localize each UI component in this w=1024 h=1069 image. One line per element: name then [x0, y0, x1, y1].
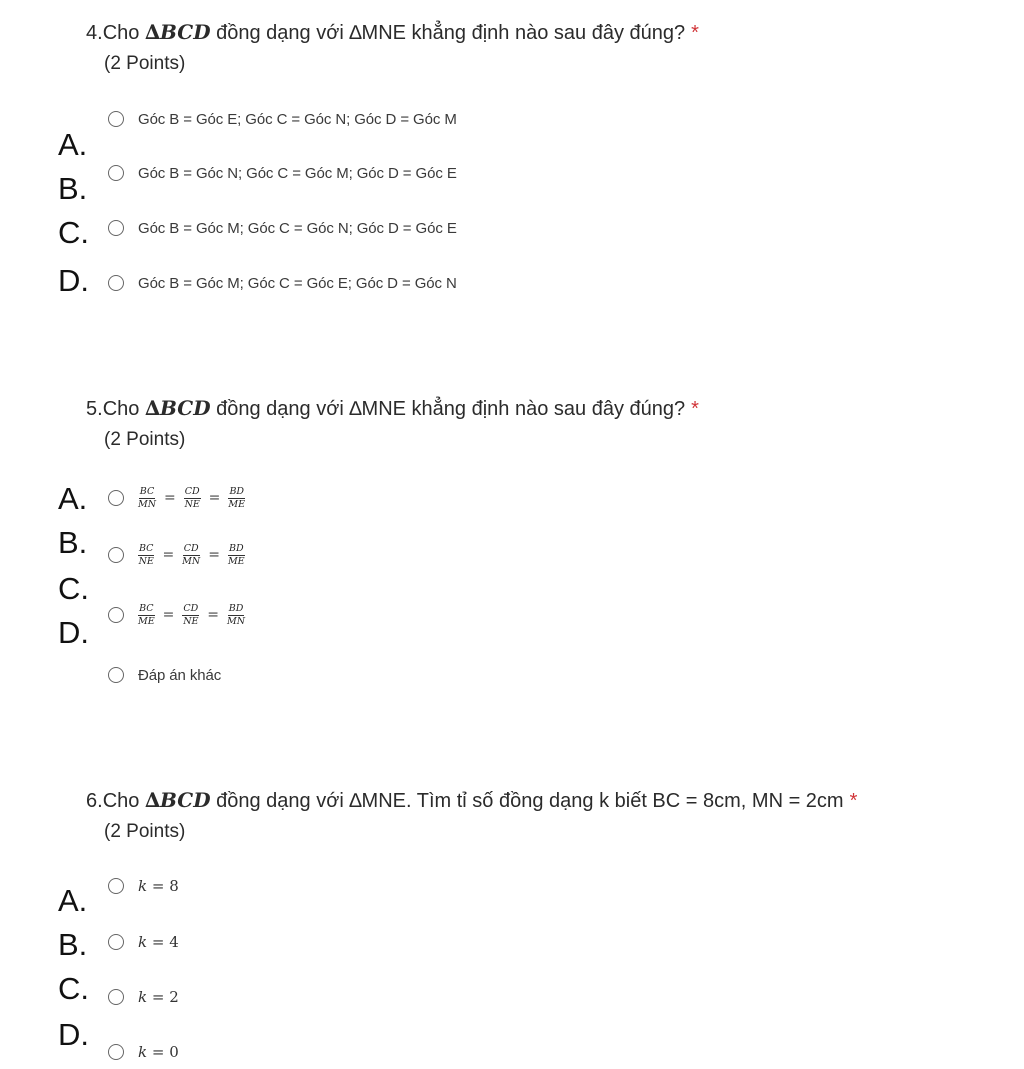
annotation-letter-b: B. — [58, 927, 88, 962]
option-label: Góc B = Góc E; Góc C = Góc N; Góc D = Góc M — [138, 110, 457, 128]
option-label: k = 8 — [138, 877, 179, 895]
annotation-letter-b: B. — [58, 171, 88, 206]
q6-option-1[interactable] — [108, 874, 179, 898]
option-label: Đáp án khác — [138, 666, 222, 684]
question-4-title: 4.Cho ∆BCD đồng dạng với ∆MNE khẳng định nào sau đây đúng? * — [86, 20, 699, 44]
question-5-title: 5.Cho ∆BCD đồng dạng với ∆MNE khẳng định nào sau đây đúng? * — [86, 396, 699, 420]
option-label: k = 4 — [138, 933, 179, 951]
annotation-letter-c: C. — [58, 215, 89, 250]
option-label: Góc B = Góc M; Góc C = Góc N; Góc D = Góc E — [138, 219, 457, 237]
radio-button[interactable] — [108, 165, 124, 181]
annotation-letter-a: A. — [58, 127, 88, 162]
question-6-points: (2 Points) — [104, 821, 186, 842]
q5-option-3[interactable] — [108, 603, 245, 627]
annotation-letter-d: D. — [58, 1017, 89, 1052]
option-label: k = 2 — [138, 988, 179, 1006]
required-marker: * — [691, 22, 699, 44]
radio-button[interactable] — [108, 1044, 124, 1060]
fraction-equation: $\frac{BC}{MN}$ = $\frac{CD}{NE}$ = $\frac{BD}{ME}$ — [138, 485, 246, 510]
q6-option-2[interactable] — [108, 930, 179, 954]
annotation-letter-d: D. — [58, 263, 89, 298]
q4-option-4[interactable] — [108, 271, 457, 295]
q4-option-3[interactable] — [108, 216, 457, 240]
question-4-points: (2 Points) — [104, 53, 186, 74]
q5-option-2[interactable] — [108, 543, 245, 567]
q5-option-1[interactable] — [108, 486, 245, 510]
question-5-points: (2 Points) — [104, 429, 186, 450]
annotation-letter-d: D. — [58, 615, 89, 650]
annotation-letter-b: B. — [58, 525, 88, 560]
radio-button[interactable] — [108, 878, 124, 894]
radio-button[interactable] — [108, 989, 124, 1005]
annotation-letter-a: A. — [58, 481, 88, 516]
q4-option-2[interactable] — [108, 161, 457, 185]
radio-button[interactable] — [108, 667, 124, 683]
radio-button[interactable] — [108, 547, 124, 563]
annotation-letter-a: A. — [58, 883, 88, 918]
q5-option-4[interactable] — [108, 663, 221, 687]
radio-button[interactable] — [108, 490, 124, 506]
option-label: Góc B = Góc M; Góc C = Góc E; Góc D = Góc N — [138, 274, 457, 292]
radio-button[interactable] — [108, 607, 124, 623]
fraction-equation: $\frac{BC}{NE}$ = $\frac{CD}{MN}$ = $\frac{BD}{ME}$ — [138, 542, 245, 567]
option-label: k = 0 — [138, 1043, 179, 1061]
q6-option-4[interactable] — [108, 1040, 179, 1064]
required-marker: * — [849, 790, 858, 812]
annotation-letter-c: C. — [58, 971, 89, 1006]
radio-button[interactable] — [108, 220, 124, 236]
annotation-letter-c: C. — [58, 571, 89, 606]
radio-button[interactable] — [108, 275, 124, 291]
option-label: Góc B = Góc N; Góc C = Góc M; Góc D = Góc E — [138, 164, 457, 182]
radio-button[interactable] — [108, 111, 124, 127]
required-marker: * — [691, 398, 699, 420]
question-6-title: 6.Cho ∆BCD đồng dạng với ∆MNE. Tìm tỉ số đồng dạng k biết BC = 8cm, MN = 2cm * — [86, 788, 858, 812]
q6-option-3[interactable] — [108, 985, 179, 1009]
q4-option-1[interactable] — [108, 107, 457, 131]
fraction-equation: $\frac{BC}{ME}$ = $\frac{CD}{NE}$ = $\frac{BD}{MN}$ — [138, 602, 246, 627]
radio-button[interactable] — [108, 934, 124, 950]
